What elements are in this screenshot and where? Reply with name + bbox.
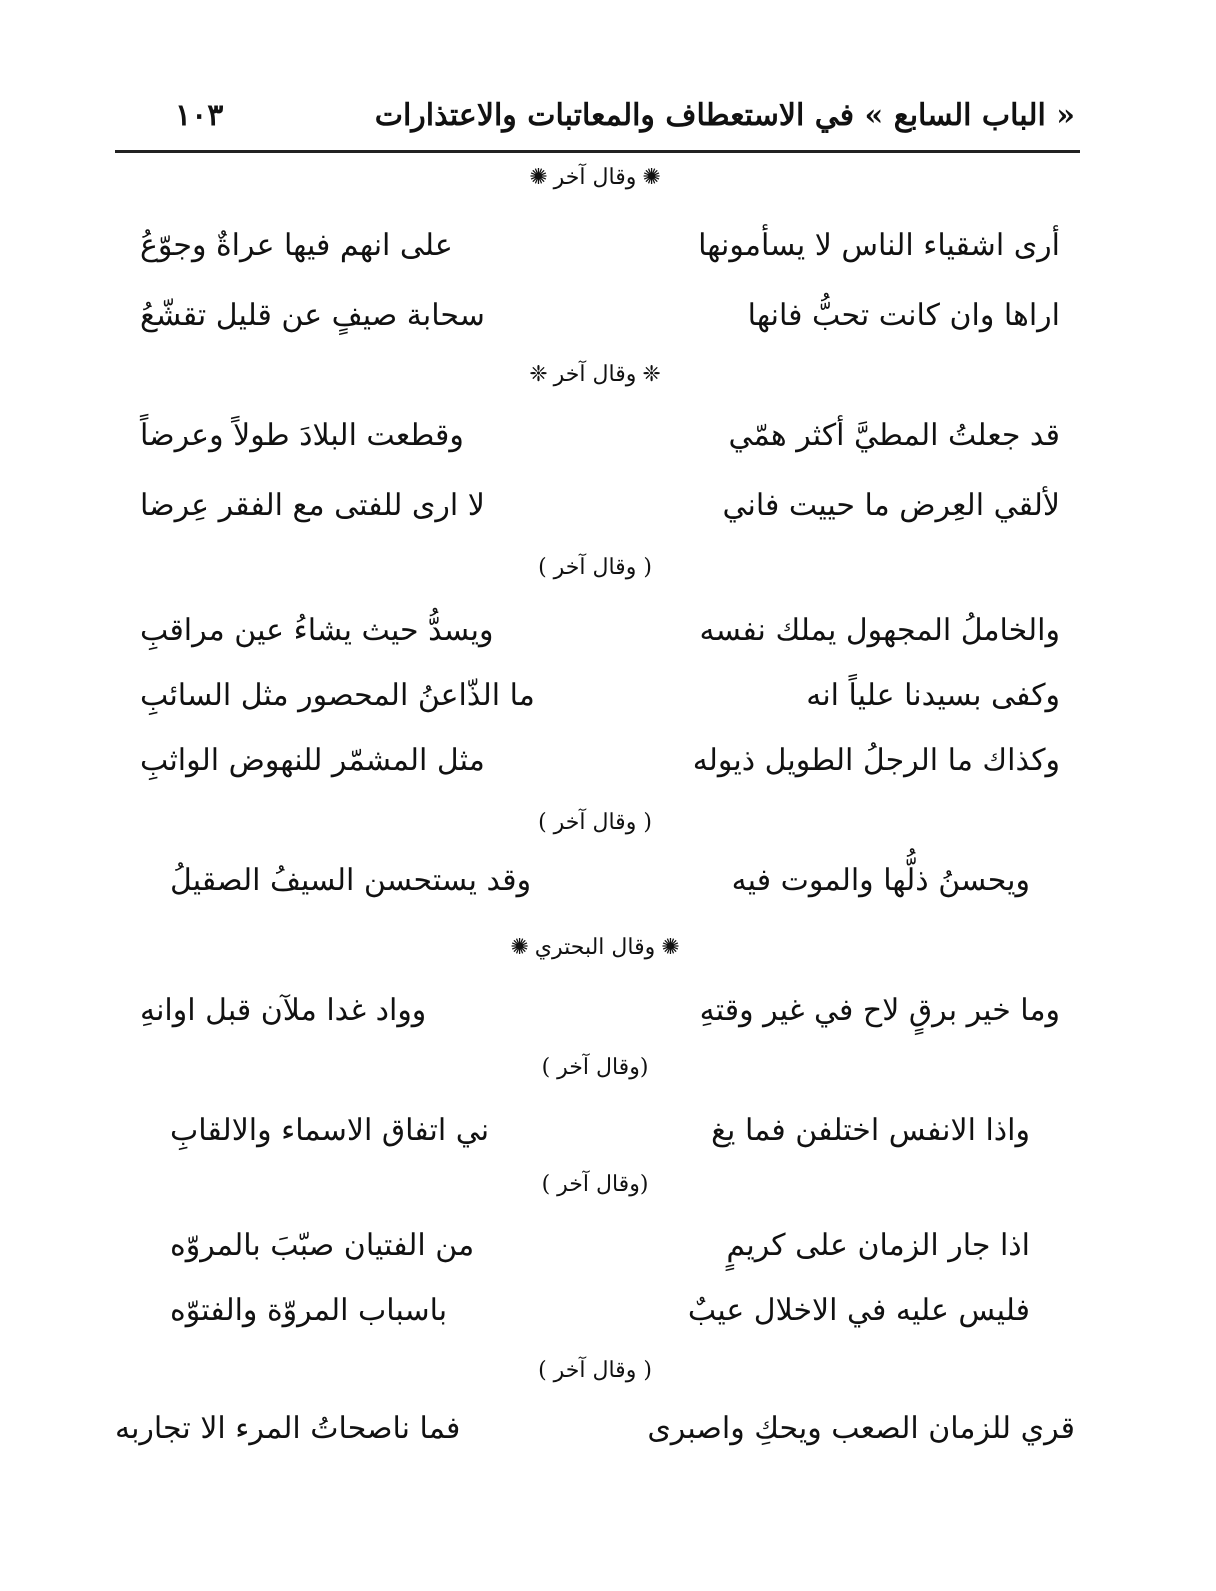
second-hemistich: باسباب المروّة والفتوّه [170,1292,448,1328]
page-header [115,90,1075,140]
header-rule [115,150,1080,153]
verse-line [140,600,1060,660]
page-number: ١٠٣ [175,97,224,133]
verse-line [140,475,1060,535]
section-heading: ( وقال آخر ) [538,555,652,580]
section-heading: ✺وقال آخر✺ [529,165,661,190]
first-hemistich: اراها وان كانت تحبُّ فانها [747,297,1060,333]
first-hemistich: والخاملُ المجهول يملك نفسه [699,612,1060,648]
verse-line [140,285,1060,345]
second-hemistich: ويسدُّ حيث يشاءُ عين مراقبِ [140,612,494,648]
verse-line [170,1100,1030,1160]
verse-line [140,730,1060,790]
second-hemistich: ني اتفاق الاسماء والالقابِ [170,1112,490,1148]
second-hemistich: سحابة صيفٍ عن قليل تقشّعُ [140,297,485,333]
ornament-icon: ✺ [529,165,548,190]
first-hemistich: ويحسنُ ذلُّها والموت فيه [731,862,1030,898]
first-hemistich: واذا الانفس اختلفن فما يغ [711,1112,1030,1148]
first-hemistich: وما خير برقٍ لاح في غير وقتهِ [699,992,1060,1028]
ornament-icon: ✺ [661,935,680,960]
first-hemistich: أرى اشقياء الناس لا يسأمونها [698,227,1060,263]
section-heading: ( وقال آخر ) [538,1358,652,1383]
second-hemistich: وواد غدا ملآن قبل اوانهِ [140,992,427,1028]
second-hemistich: وقطعت البلادَ طولاً وعرضاً [140,417,464,453]
chapter-title: « الباب السابع » في الاستعطاف والمعاتبات والاعتذارات [374,97,1075,133]
second-hemistich: مثل المشمّر للنهوض الواثبِ [140,742,485,778]
second-hemistich: لا ارى للفتى مع الفقر عِرضا [140,487,485,523]
first-hemistich: وكفى بسيدنا علياً انه [806,677,1060,713]
verse-line [140,665,1060,725]
verse-line [140,405,1060,465]
verse-line [170,850,1030,910]
second-hemistich: فما ناصحاتُ المرء الا تجاربه [115,1410,461,1446]
first-hemistich: فليس عليه في الاخلال عيبٌ [687,1292,1030,1328]
verse-line [170,1280,1030,1340]
second-hemistich: ما الذّاعنُ المحصور مثل السائبِ [140,677,535,713]
verse-line [115,1398,1075,1458]
first-hemistich: اذا جار الزمان على كريمٍ [726,1227,1030,1263]
verse-line [140,980,1060,1040]
section-heading: ( وقال آخر ) [538,810,652,835]
second-hemistich: من الفتيان صبّبَ بالمروّه [170,1227,475,1263]
first-hemistich: لألقي العِرض ما حييت فاني [722,487,1060,523]
section-heading: ❈وقال آخر❈ [529,362,661,387]
ornament-icon: ✺ [642,165,661,190]
section-heading: ✺وقال البحتري✺ [510,935,680,960]
verse-line [140,215,1060,275]
ornament-icon: ❈ [529,362,548,387]
first-hemistich: قري للزمان الصعب ويحكِ واصبرى [647,1410,1075,1446]
section-heading: (وقال آخر ) [541,1055,649,1080]
verse-line [170,1215,1030,1275]
second-hemistich: على انهم فيها عراةٌ وجوّعُ [140,227,453,263]
ornament-icon: ✺ [510,935,529,960]
first-hemistich: قد جعلتُ المطيَّ أكثر همّي [728,417,1060,453]
second-hemistich: وقد يستحسن السيفُ الصقيلُ [170,862,532,898]
ornament-icon: ❈ [642,362,661,387]
first-hemistich: وكذاك ما الرجلُ الطويل ذيوله [692,742,1060,778]
section-heading: (وقال آخر ) [541,1172,649,1197]
